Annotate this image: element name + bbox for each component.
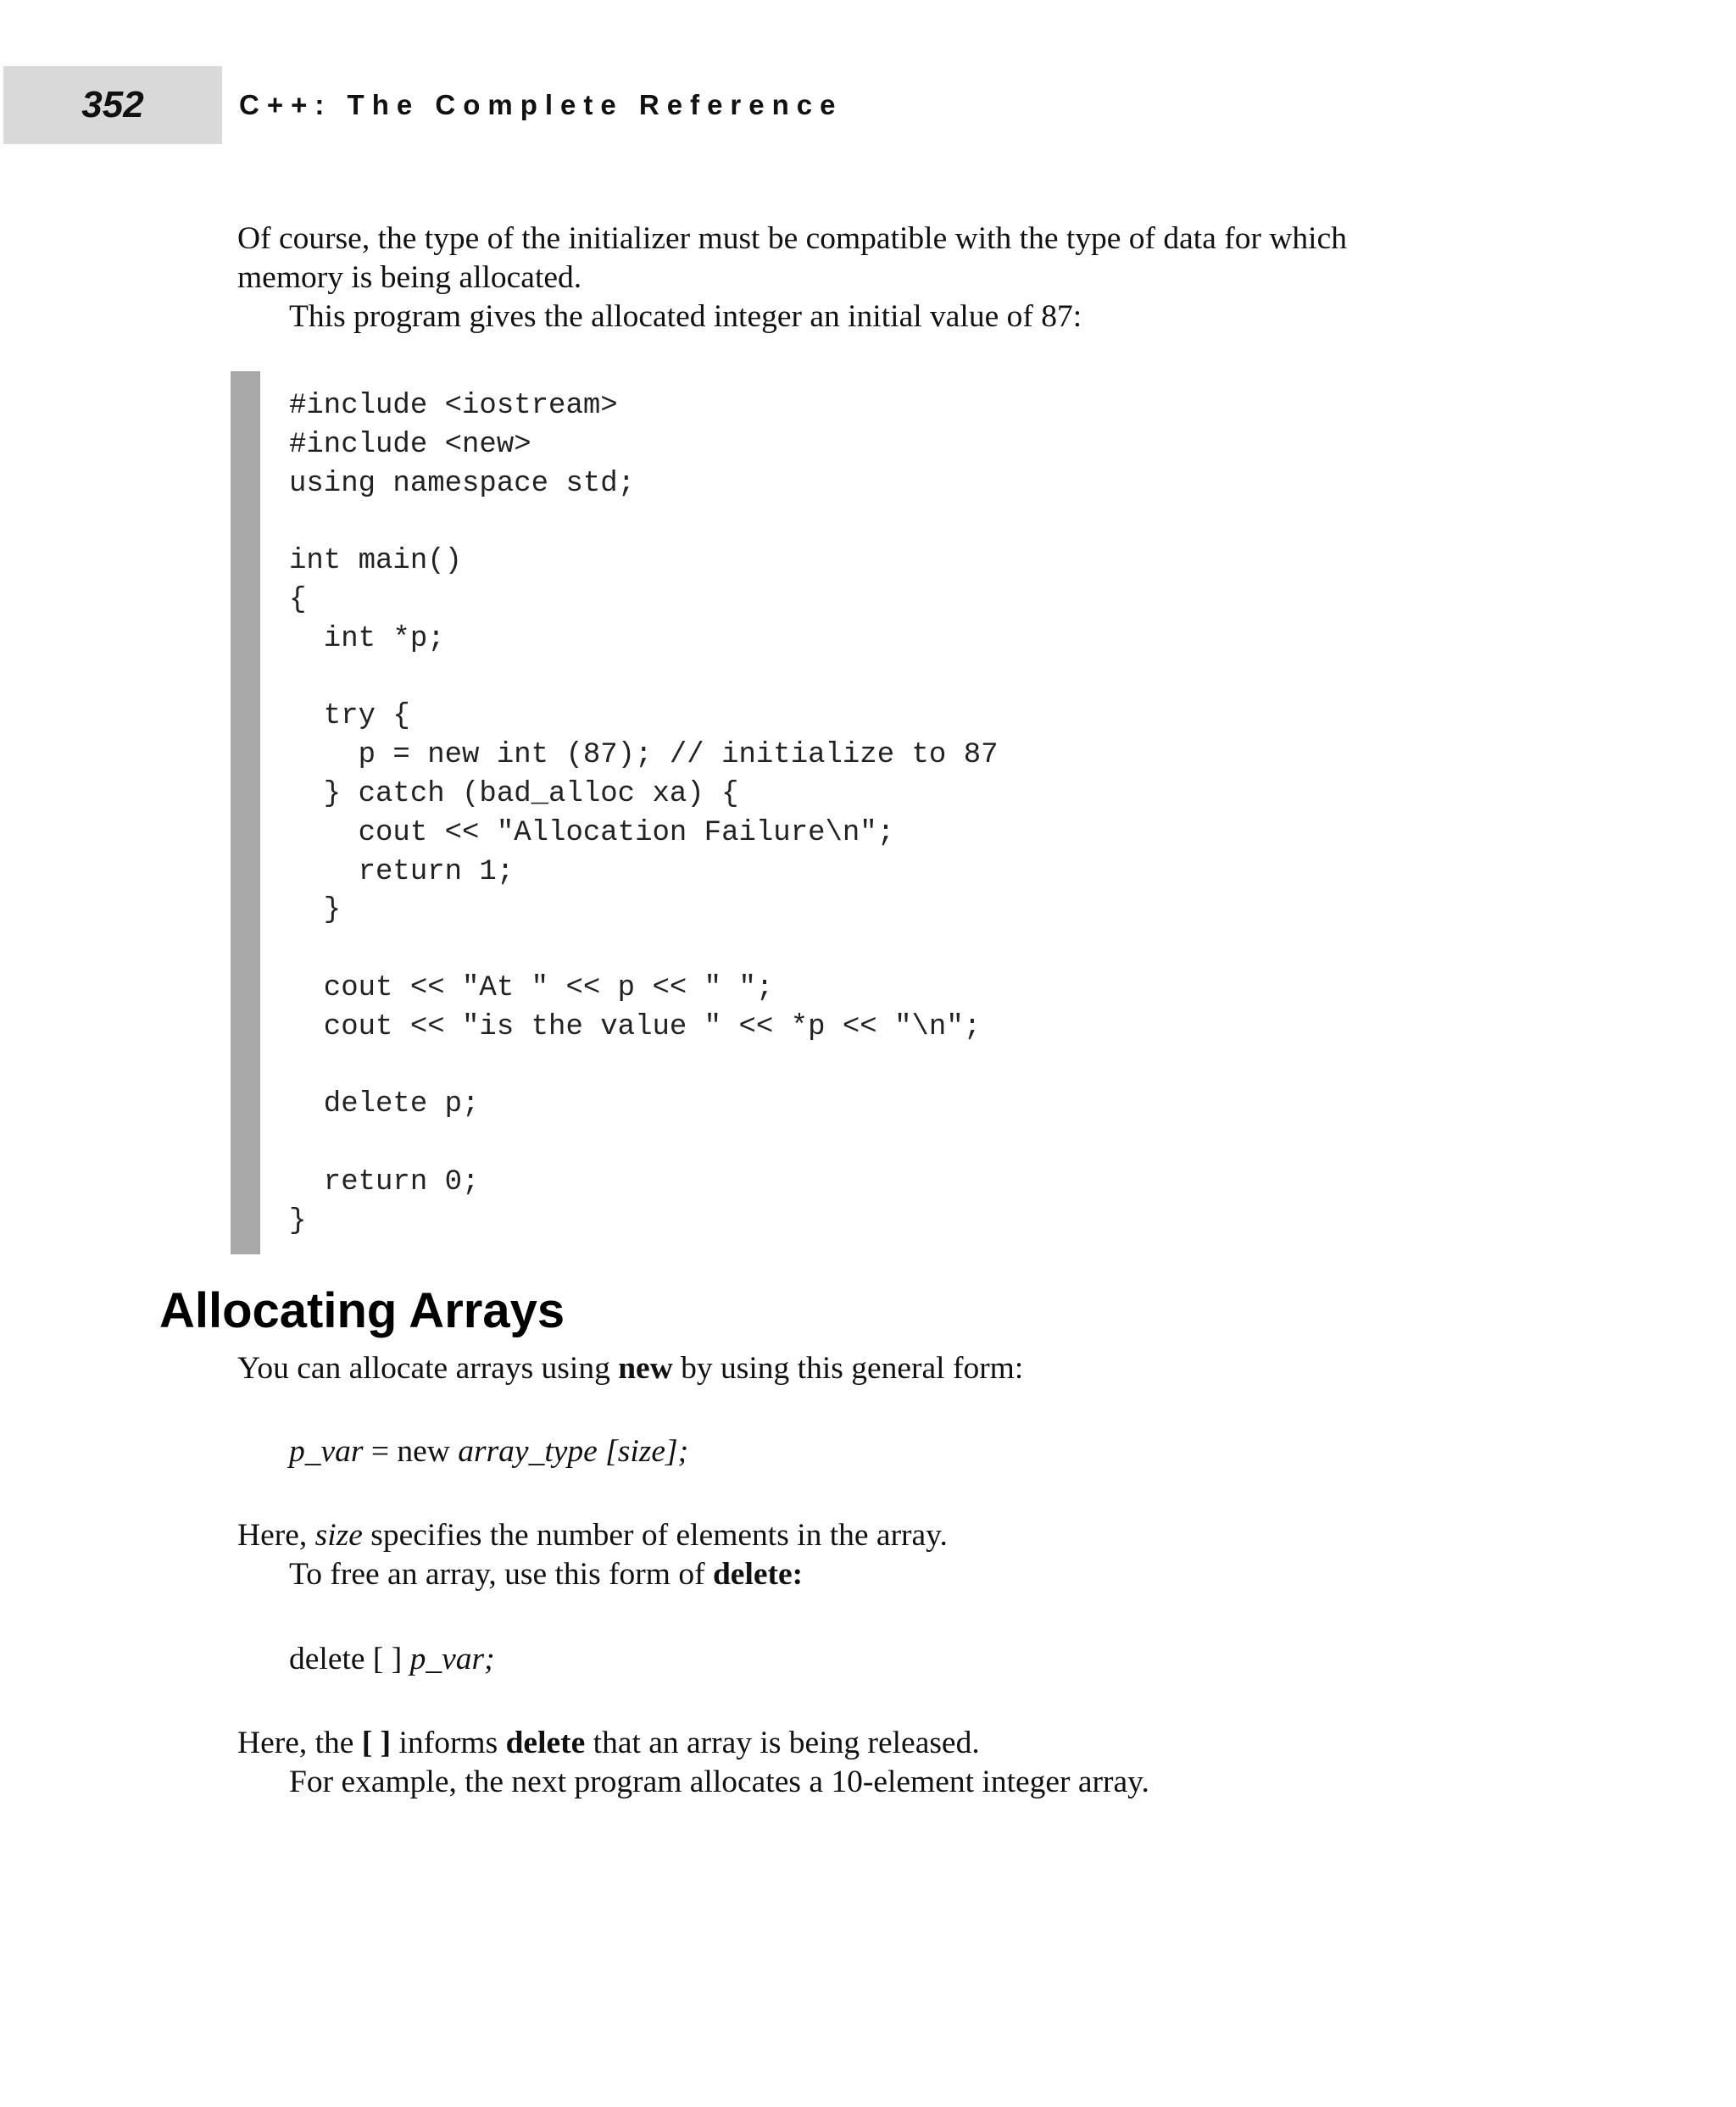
example-paragraph: For example, the next program allocates a 10-element integer array. [289,1765,1149,1799]
code-line: try { [289,700,410,733]
running-title: C++: The Complete Reference [239,89,843,120]
code-line [289,1125,999,1164]
code-line: cout << "is the value " << *p << "\n"; [289,1010,982,1043]
intro-paragraph-line-2: memory is being allocated. [237,260,582,295]
intro-paragraph-line-3: This program gives the allocated integer an initial value of 87: [289,299,1082,334]
size-explanation [237,1516,948,1555]
general-form-delete [289,1640,495,1679]
code-line [289,931,999,970]
alloc-text-after: by using this general form: [672,1351,1024,1386]
alloc-paragraph [237,1349,1023,1388]
brackets-explanation [237,1724,980,1763]
code-line: { [289,583,307,616]
form1-middle: = new [363,1434,459,1469]
form2-before: delete [ ] [289,1642,410,1676]
here1-term: size [314,1518,363,1553]
form1-type-size: array_type [size]; [458,1434,689,1469]
intro-paragraph-line-1: Of course, the type of the initializer must be compatible with the type of data for which [237,221,1347,256]
here2-brackets: [ ] [361,1726,392,1760]
code-line: int *p; [289,622,445,655]
form2-var: p_var; [409,1642,495,1676]
here2-after: that an array is being released. [585,1726,980,1760]
page-number: 352 [81,84,144,125]
code-line [289,503,999,542]
page-number-tab [3,66,222,144]
code-line: return 1; [289,855,515,888]
free-array-paragraph [289,1555,803,1594]
code-line: int main() [289,545,463,578]
code-line: #include <new> [289,428,531,461]
code-line [289,1048,999,1087]
code-line: p = new int (87); // initialize to 87 [289,739,999,772]
here1-after: specifies the number of elements in the array. [362,1518,948,1553]
free-keyword: delete: [712,1557,804,1592]
section-heading: Allocating Arrays [159,1283,565,1338]
code-line: cout << "At " << p << " "; [289,971,774,1004]
here2-before: Here, the [237,1726,362,1760]
here1-before: Here, [237,1518,315,1553]
code-line: } catch (bad_alloc xa) { [289,777,739,810]
here2-keyword: delete [505,1726,586,1760]
code-line: } [289,894,342,927]
code-line: return 0; [289,1165,480,1198]
free-before: To free an array, use this form of [289,1557,713,1592]
code-line: } [289,1204,307,1237]
code-line: using namespace std; [289,467,636,500]
code-line: delete p; [289,1088,480,1121]
form1-var: p_var [289,1434,364,1469]
code-listing-bar [231,371,260,1254]
general-form-new [289,1432,688,1471]
code-listing [289,387,999,1242]
here2-middle: informs [391,1726,506,1760]
code-line [289,659,999,698]
code-line: #include <iostream> [289,390,618,422]
code-line: cout << "Allocation Failure\n"; [289,816,895,849]
alloc-text-before: You can allocate arrays using [237,1351,619,1386]
alloc-keyword-new: new [618,1351,673,1386]
